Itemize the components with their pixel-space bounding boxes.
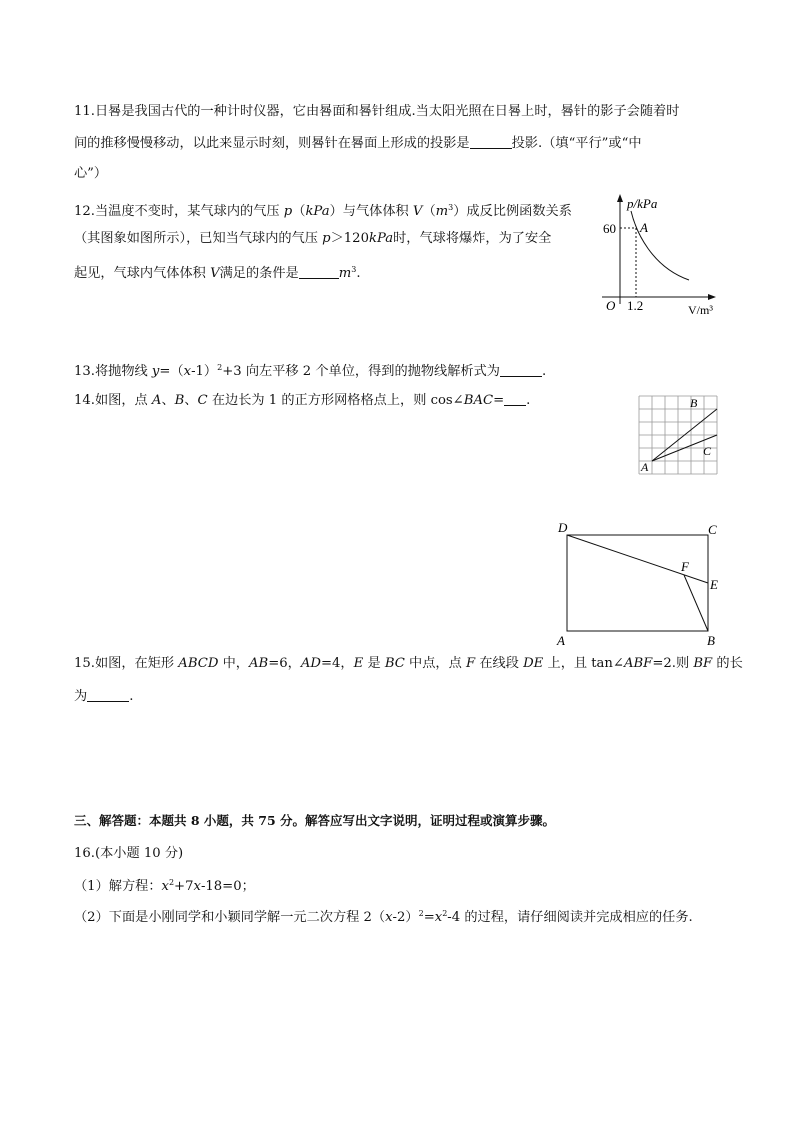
q11-line3: 心”）	[74, 166, 108, 181]
q15-text: 是	[363, 656, 385, 671]
q12-text: 满足的条件是	[219, 266, 299, 281]
q14-text: 在边长为 1 的正方形网格格点上，则 cos∠	[207, 393, 464, 408]
q14-point-c: C	[197, 393, 208, 408]
q15-text: =2.则	[652, 656, 694, 671]
label-f: F	[681, 559, 689, 574]
q16-var-x: x	[161, 879, 169, 894]
q11-line2	[74, 135, 642, 152]
q13-text: =（	[159, 364, 184, 379]
q15-rect-name: ABCD	[178, 656, 219, 671]
q15-text: 15.如图，在矩形	[74, 656, 179, 671]
label-b: B	[707, 633, 715, 648]
label-a: A	[557, 633, 565, 648]
q12-text: （	[292, 204, 306, 219]
q15-rectangle-figure	[552, 518, 724, 648]
q15-text: =4，	[320, 656, 354, 671]
q12-text: .	[356, 266, 361, 281]
q12-text: 12.当温度不变时，某气球内的气压	[74, 204, 284, 219]
q16-text: -4 的过程，请仔细阅读并完成相应的任务.	[447, 910, 693, 925]
q16-part1	[74, 874, 255, 895]
x-axis-label: V/m³	[688, 303, 713, 317]
q14-angle: BAC	[463, 393, 494, 408]
q13-text: +3 向左平移 2 个单位，得到的抛物线解析式为	[222, 364, 500, 379]
q13-var-y: y	[151, 364, 160, 379]
q15-seg-ab: AB	[249, 656, 269, 671]
q12-var-p: p	[283, 204, 293, 219]
q16-part2	[74, 905, 693, 926]
q12-text: （其图象如图所示），已知当气球内的气压	[74, 231, 323, 246]
q14-text: .	[526, 393, 531, 408]
q16-exponent: 2	[442, 909, 448, 918]
q13-text: .	[541, 364, 547, 379]
q13-exponent: 2	[217, 363, 223, 372]
q12-var-v: V	[210, 266, 220, 281]
q12-text: ）成反比例函数关系	[453, 204, 572, 219]
q12-text: ）与气体体积	[329, 204, 413, 219]
segment-bf	[684, 575, 708, 631]
y-tick-label: 60	[603, 221, 616, 236]
q16-var-x: x	[385, 910, 393, 925]
q15-text: 为	[74, 689, 88, 704]
q15-line1	[74, 655, 743, 672]
y-axis-arrow	[617, 194, 623, 202]
q15-seg-ad: AD	[300, 656, 321, 671]
q12-exponent: 3	[351, 265, 357, 274]
q15-seg-bc: BC	[384, 656, 405, 671]
q14-point-a: A	[151, 393, 162, 408]
q11-answer-blank	[470, 136, 512, 149]
q11-line1: 11.日晷是我国古代的一种计时仪器，它由晷面和晷针组成.当太阳光照在日晷上时，晷针的影子会随着时	[74, 104, 680, 119]
q15-text: =6，	[268, 656, 301, 671]
q14-text: =	[493, 393, 505, 408]
q12-text: 起见，气球内气体体积	[74, 266, 211, 281]
q16-exponent: 2	[418, 909, 424, 918]
label-a: A	[641, 460, 649, 474]
q16-title: 16.(本小题 10 分)	[74, 846, 184, 861]
q12-var-v: V	[412, 204, 423, 219]
q12-unit-m: m	[338, 266, 352, 281]
q14-answer-blank	[504, 393, 526, 406]
q15-answer-blank	[87, 689, 129, 702]
x-tick-label: 1.2	[627, 298, 644, 313]
q15-seg-de: DE	[523, 656, 544, 671]
q15-angle: ABF	[623, 656, 653, 671]
q14-text: 、	[161, 393, 175, 408]
q15-text: 在线段	[475, 656, 524, 671]
q16-var-x: x	[434, 910, 443, 925]
q12-inverse-function-graph	[592, 192, 726, 318]
q12-unit-m: m	[435, 204, 449, 219]
q12-unit-kpa: kPa	[368, 231, 394, 246]
q16-var-x: x	[193, 879, 201, 894]
q11-line2-after: 投影.（填“平行”或“中	[511, 136, 642, 151]
grid-lines	[639, 396, 717, 474]
q12-line2	[74, 230, 551, 247]
q13-text: 13.将抛物线	[74, 364, 152, 379]
y-axis-label: p/kPa	[627, 196, 658, 211]
q12-exponent: 3	[448, 203, 454, 212]
q16-text: +7	[174, 879, 194, 894]
q15-line2	[74, 688, 133, 705]
q11-line2-before: 间的推移慢慢移动，以此来显示时刻，则晷针在晷面上形成的投影是	[74, 136, 470, 151]
q16-text: -18=0；	[200, 879, 255, 894]
q12-text: 时，气球将爆炸，为了安全	[393, 231, 552, 246]
q12-answer-blank	[299, 266, 339, 279]
point-a-label: A	[640, 220, 648, 235]
q13-answer-blank	[500, 364, 542, 377]
label-c: C	[708, 522, 717, 537]
q14-grid-figure	[636, 393, 722, 477]
q12-unit-kpa: kPa	[305, 204, 330, 219]
q15-point-e: E	[353, 656, 364, 671]
x-axis-arrow	[708, 294, 716, 300]
q14-line	[74, 392, 530, 409]
q15-point-f: F	[466, 656, 476, 671]
label-d: D	[558, 520, 568, 535]
q16-text: =	[423, 910, 435, 925]
q12-line3	[74, 261, 361, 282]
q15-text: 中点，点	[404, 656, 466, 671]
label-b: B	[690, 396, 698, 410]
q16-text: -2）	[392, 910, 419, 925]
q15-text: .	[129, 689, 134, 704]
q12-text: ＞120	[330, 231, 369, 246]
q15-text: 中，	[218, 656, 249, 671]
q12-var-p: p	[322, 231, 331, 246]
label-e: E	[710, 577, 718, 592]
q16-exponent: 2	[168, 878, 175, 887]
rectangle-abcd	[567, 535, 708, 631]
q13-line	[74, 359, 546, 380]
q15-text: 的长	[712, 656, 743, 671]
q14-text: 14.如图，点	[74, 393, 152, 408]
q12-text: （	[422, 204, 436, 219]
q15-text: 上，且 tan∠	[543, 656, 624, 671]
q16-text: （1）解方程：	[74, 879, 162, 894]
label-c: C	[703, 444, 712, 458]
q13-var-x: x	[183, 364, 192, 379]
q13-text: -1）	[191, 364, 218, 379]
q15-seg-bf: BF	[693, 656, 713, 671]
q12-line1	[74, 199, 572, 220]
q14-text: 、	[184, 393, 198, 408]
q14-point-b: B	[174, 393, 185, 408]
section-3-header: 三、解答题：本题共 8 小题，共 75 分。解答应写出文字说明，证明过程或演算步骤。	[74, 813, 556, 828]
origin-label: O	[606, 298, 616, 313]
q16-text: （2）下面是小刚同学和小颖同学解一元二次方程 2（	[74, 910, 386, 925]
